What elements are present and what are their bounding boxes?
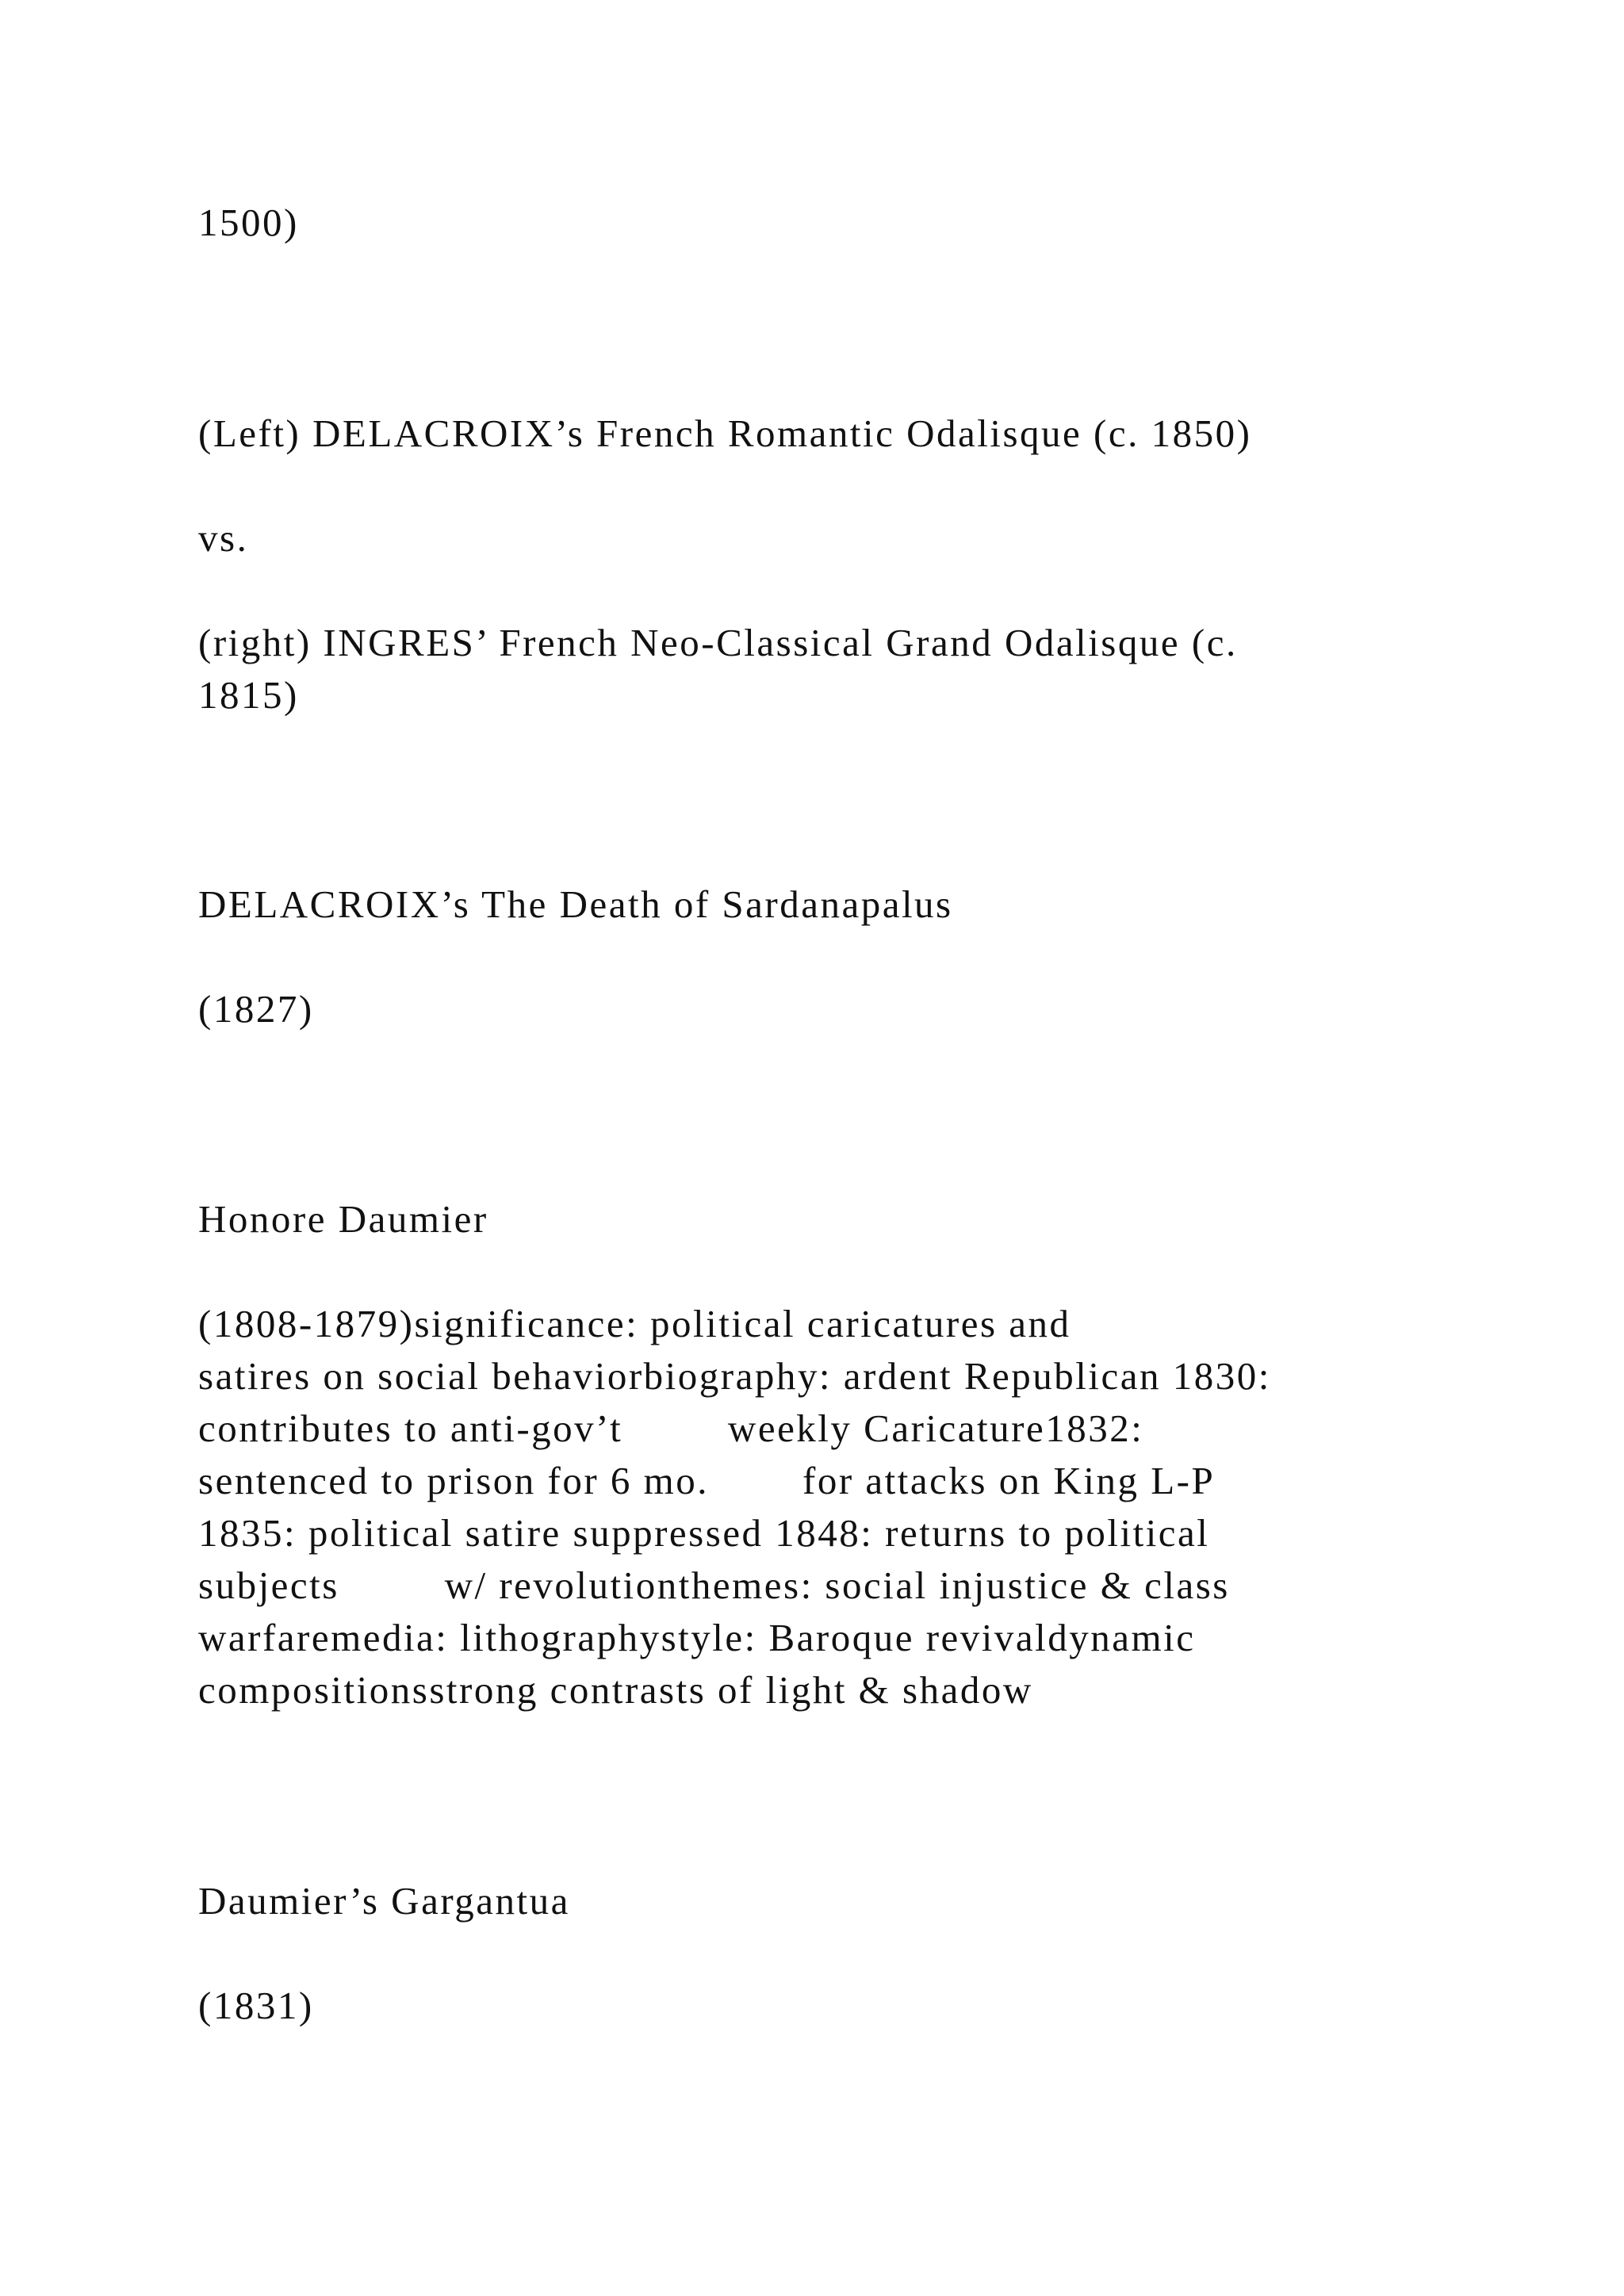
daumier-bio-line: subjects w/ revolutionthemes: social injustice & class: [198, 1563, 1230, 1607]
odalisque-caption-right-line1: (right) INGRES’ French Neo-Classical Grand Odalisque (c.: [198, 621, 1238, 664]
daumier-bio-line: (1808-1879)significance: political caricatures and: [198, 1302, 1071, 1345]
daumier-name: Honore Daumier: [198, 1197, 488, 1241]
daumier-bio-line: satires on social behaviorbiography: ardent Republican 1830:: [198, 1354, 1271, 1398]
odalisque-caption-left: (Left) DELACROIX’s French Romantic Odalisque (c. 1850): [198, 411, 1252, 455]
gargantua-year: (1831): [198, 1984, 314, 2027]
sardanapalus-title: DELACROIX’s The Death of Sardanapalus: [198, 882, 953, 926]
daumier-bio-line: warfaremedia: lithographystyle: Baroque revivaldynamic: [198, 1616, 1196, 1659]
gargantua-title: Daumier’s Gargantua: [198, 1879, 570, 1923]
daumier-bio-line: sentenced to prison for 6 mo. for attacks on King L-P: [198, 1459, 1216, 1502]
odalisque-caption-right-line2: 1815): [198, 673, 299, 717]
daumier-bio-line: compositionsstrong contrasts of light & shadow: [198, 1668, 1033, 1712]
daumier-bio-line: contributes to anti-gov’t weekly Caricature1832:: [198, 1406, 1144, 1450]
daumier-bio-line: 1835: political satire suppressed 1848: returns to political: [198, 1511, 1210, 1555]
odalisque-caption-versus: vs.: [198, 516, 249, 560]
fragment-year: 1500): [198, 201, 299, 244]
sardanapalus-year: (1827): [198, 987, 314, 1031]
